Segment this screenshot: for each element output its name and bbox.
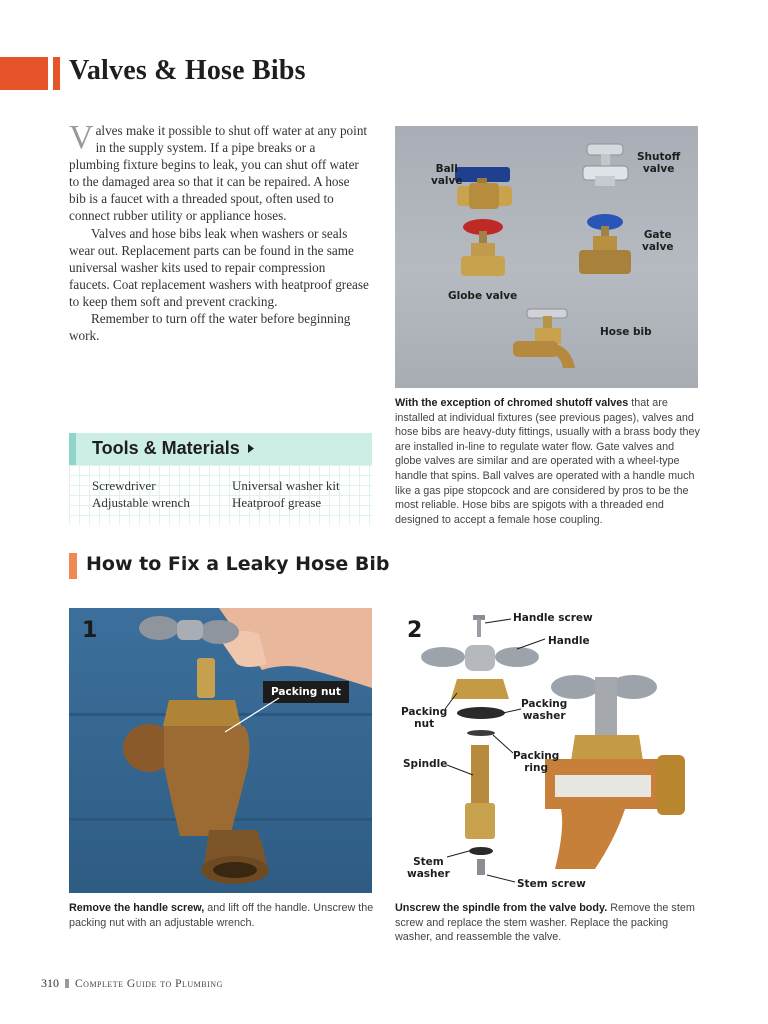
section-accent-bar (69, 553, 77, 579)
page-footer (41, 976, 223, 991)
intro-text (69, 119, 369, 344)
valves-caption: With the exception of chromed shutoff valves that are installed at individual fixtures (see previous pages), valves and hose bibs are heavy-duty fittings, usually with a brass body they are installed in-line to regulate water flow. Gate valves and globe valves are similar and are operated with a wheel-type handle that spins. Ball valves are operated with a handle much like a gas pipe stopcock and are considered by pros to be the most reliable. Hose bibs are spigots with a threaded end designed to accept a female hose coupling. (395, 397, 700, 526)
step-2-diagram (395, 605, 698, 895)
gate-valve-image (579, 214, 631, 274)
shutoff-valve-label: Shutoff valve (637, 151, 681, 175)
packing-nut-tag: Packing nut (263, 681, 349, 703)
globe-valve-label: Globe valve (448, 290, 518, 302)
step-number: 2 (407, 618, 423, 643)
stem-washer-label: Stem washer (407, 856, 450, 880)
tool-item: Universal washer kit (232, 478, 340, 493)
gate-valve-label: Gate valve (642, 229, 674, 253)
tool-item: Heatproof grease (232, 495, 322, 510)
triangle-right-icon (247, 443, 255, 454)
handle-label: Handle (548, 635, 590, 647)
section-title: How to Fix a Leaky Hose Bib (86, 553, 390, 575)
step-number: 1 (82, 618, 98, 643)
pointer-line (219, 696, 299, 736)
drop-cap: V (69, 119, 94, 156)
hose-bib-photo-illustration (69, 608, 372, 893)
intro-paragraph-3: Remember to turn off the water before beginning work. (69, 311, 351, 344)
stem-screw-label: Stem screw (517, 878, 586, 890)
tools-materials-title: Tools & Materials (92, 438, 255, 459)
title-accent-block (0, 57, 48, 90)
book-title: Complete Guide to Plumbing (75, 978, 223, 990)
tool-item: Screwdriver (92, 478, 156, 493)
packing-nut-label: Packing nut (401, 706, 448, 730)
handle-screw-label: Handle screw (513, 612, 593, 624)
packing-washer-label: Packing washer (521, 698, 568, 722)
valves-photo (395, 126, 698, 388)
spindle-label: Spindle (403, 758, 448, 770)
hose-bib-label: Hose bib (600, 326, 652, 338)
shutoff-valve-image (583, 144, 628, 186)
step-1-photo (69, 608, 372, 893)
title-accent-stripe (53, 57, 60, 90)
intro-paragraph-1: Valves make it possible to shut off water at any point in the supply system. If a pipe breaks or a plumbing fixture begins to leak, you can shut off water to the damaged area so that it can be repaired. A hose bib is a faucet with a threaded spout, often used to connect rubber utility or appliance hoses. (69, 119, 368, 224)
footer-separator (65, 979, 69, 988)
step-2-caption: Unscrew the spindle from the valve body. Remove the stem screw and replace the stem washer. Replace the packing washer, and reassemble the valve. (395, 902, 695, 944)
ball-valve-image (455, 167, 512, 209)
tools-materials-header (69, 433, 372, 465)
page-title: Valves & Hose Bibs (69, 55, 306, 86)
ball-valve-label: Ball valve (431, 163, 463, 187)
tool-item: Adjustable wrench (92, 495, 190, 510)
step-1-caption: Remove the handle screw, and lift off the handle. Unscrew the packing nut with an adjustable wrench. (69, 902, 374, 929)
packing-ring-label: Packing ring (513, 750, 560, 774)
intro-paragraph-2: Valves and hose bibs leak when washers or seals wear out. Replacement parts can be found in the same universal washer kits used to repair compression faucets. Coat replacement washers with heatproof grease to keep them soft and prevent cracking. (69, 225, 369, 309)
tools-materials-list (69, 465, 372, 525)
globe-valve-image (461, 219, 505, 276)
hose-bib-image (513, 309, 575, 368)
page-number: 310 (41, 976, 59, 990)
